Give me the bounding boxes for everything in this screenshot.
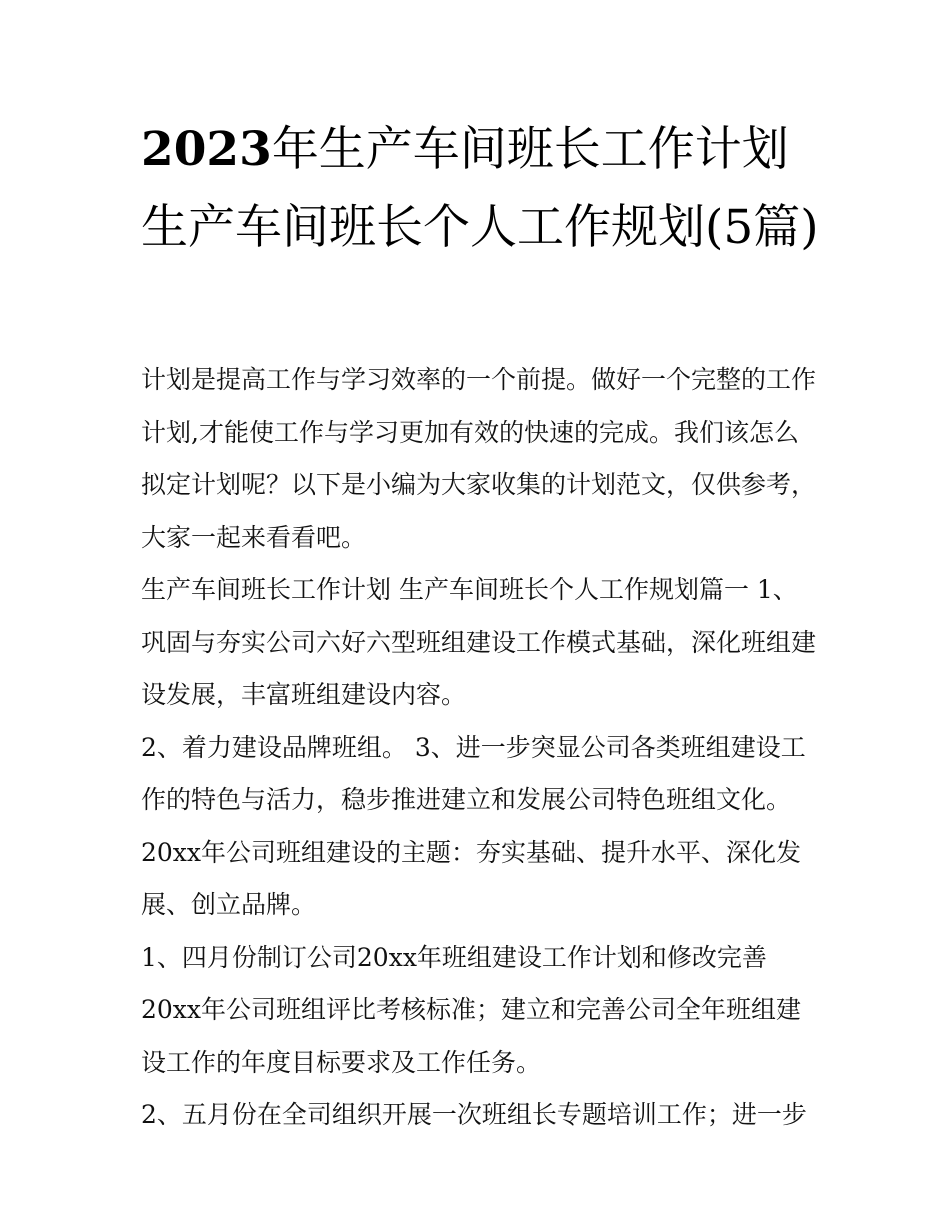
paragraph-may: 2、五月份在全司组织开展一次班组长专题培训工作；进一步 <box>141 1100 807 1129</box>
document-body <box>141 354 821 1142</box>
title-text: 年生产车间班长工作计划 生产车间班长个人工作规划(5篇) <box>141 122 819 255</box>
paragraph-intro: 计划是提高工作与学习效率的一个前提。做好一个完整的工作计划,才能使工作与学习更加有效的快速的完成。我们该怎么拟定计划呢？以下是小编为大家收集的计划范文，仅供参考，大家一起来看看吧。 <box>141 365 817 552</box>
title-year: 2023 <box>141 122 272 177</box>
paragraph-section-one: 生产车间班长工作计划 生产车间班长个人工作规划篇一 1、巩固与夯实公司六好六型班组建设工作模式基础，深化班组建设发展，丰富班组建设内容。 <box>141 575 817 709</box>
paragraph-theme: 20xx年公司班组建设的主题：夯实基础、提升水平、深化发展、创立品牌。 <box>141 837 802 919</box>
paragraph-april: 1、四月份制订公司20xx年班组建设工作计划和修改完善20xx年公司班组评比考核标准；建立和完善公司全年班组建设工作的年度目标要求及工作任务。 <box>141 942 802 1077</box>
document-title <box>141 111 821 267</box>
paragraph-item-2-3: 2、着力建设品牌班组。 3、进一步突显公司各类班组建设工作的特色与活力，稳步推进建立和发展公司特色班组文化。 <box>141 732 806 814</box>
